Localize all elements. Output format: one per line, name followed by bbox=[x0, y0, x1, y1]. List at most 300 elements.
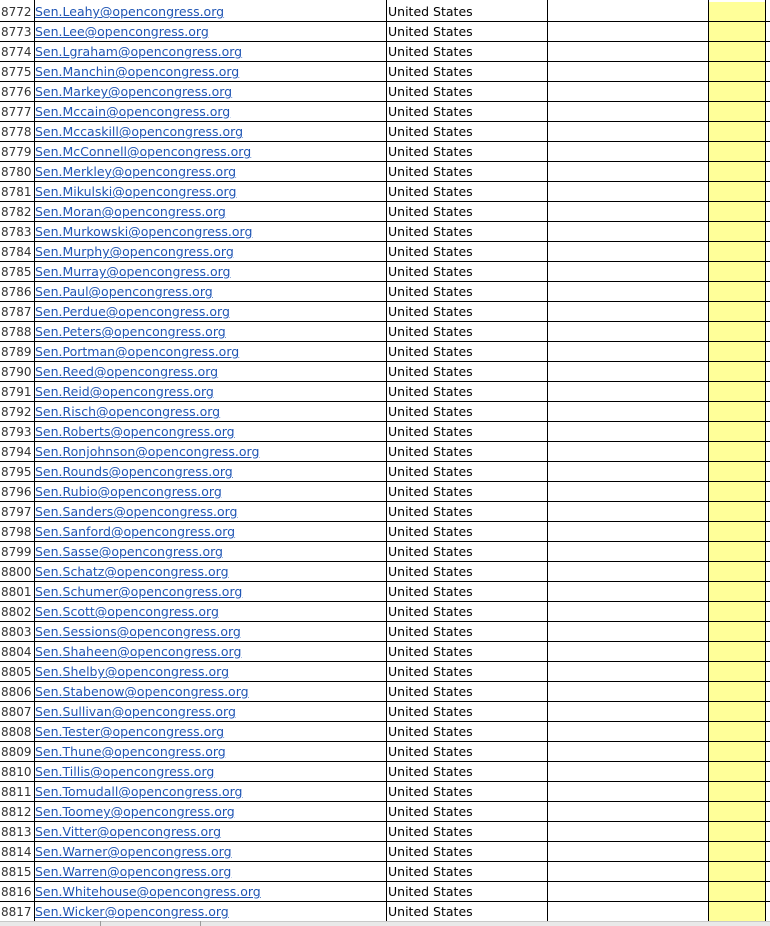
empty-cell[interactable] bbox=[547, 102, 708, 121]
empty-cell[interactable] bbox=[547, 202, 708, 221]
empty-cell[interactable] bbox=[547, 462, 708, 481]
email-cell[interactable] bbox=[34, 542, 386, 561]
highlighted-cell[interactable] bbox=[708, 162, 765, 181]
country-cell[interactable]: United States bbox=[388, 864, 473, 879]
country-cell[interactable]: United States bbox=[388, 484, 473, 499]
empty-cell[interactable] bbox=[547, 702, 708, 721]
row-number[interactable]: 8793 bbox=[1, 425, 32, 439]
country-cell[interactable]: United States bbox=[388, 164, 473, 179]
highlighted-cell[interactable] bbox=[708, 242, 765, 261]
row-number[interactable]: 8777 bbox=[1, 105, 32, 119]
row-number[interactable]: 8773 bbox=[1, 25, 32, 39]
email-cell[interactable] bbox=[34, 482, 386, 501]
row-number[interactable]: 8816 bbox=[1, 885, 32, 899]
country-cell[interactable]: United States bbox=[388, 64, 473, 79]
table-row bbox=[0, 822, 770, 842]
row-number[interactable]: 8801 bbox=[1, 585, 32, 599]
email-cell[interactable] bbox=[34, 642, 386, 661]
row-number[interactable]: 8796 bbox=[1, 485, 32, 499]
email-cell[interactable] bbox=[34, 522, 386, 541]
email-link[interactable]: Sen.Risch@opencongress.org bbox=[35, 404, 221, 419]
empty-cell[interactable] bbox=[547, 782, 708, 801]
country-cell[interactable]: United States bbox=[388, 904, 473, 919]
highlighted-cell[interactable] bbox=[708, 742, 765, 761]
email-cell[interactable] bbox=[34, 2, 386, 21]
email-cell[interactable] bbox=[34, 122, 386, 141]
country-cell[interactable]: United States bbox=[388, 244, 473, 259]
empty-cell[interactable] bbox=[547, 62, 708, 81]
email-cell[interactable] bbox=[34, 362, 386, 381]
highlighted-cell[interactable] bbox=[708, 2, 765, 21]
country-cell[interactable]: United States bbox=[388, 844, 473, 859]
empty-cell[interactable] bbox=[547, 162, 708, 181]
empty-cell[interactable] bbox=[547, 182, 708, 201]
email-link[interactable]: Sen.Schumer@opencongress.org bbox=[35, 584, 243, 599]
empty-cell[interactable] bbox=[547, 662, 708, 681]
email-cell[interactable] bbox=[34, 722, 386, 741]
empty-cell[interactable] bbox=[547, 742, 708, 761]
email-link[interactable]: Sen.Roberts@opencongress.org bbox=[35, 424, 235, 439]
email-cell[interactable] bbox=[34, 582, 386, 601]
email-link[interactable]: Sen.Paul@opencongress.org bbox=[35, 284, 213, 299]
email-cell[interactable] bbox=[34, 282, 386, 301]
empty-cell[interactable] bbox=[547, 82, 708, 101]
country-cell[interactable]: United States bbox=[388, 504, 473, 519]
empty-cell[interactable] bbox=[547, 562, 708, 581]
row-number[interactable]: 8775 bbox=[1, 65, 32, 79]
email-link[interactable]: Sen.Leahy@opencongress.org bbox=[35, 4, 225, 19]
highlighted-cell[interactable] bbox=[708, 122, 765, 141]
country-cell[interactable]: United States bbox=[388, 384, 473, 399]
highlighted-cell[interactable] bbox=[708, 442, 765, 461]
email-cell[interactable] bbox=[34, 742, 386, 761]
country-cell[interactable]: United States bbox=[388, 664, 473, 679]
highlighted-cell[interactable] bbox=[708, 402, 765, 421]
highlighted-cell[interactable] bbox=[708, 222, 765, 241]
email-link[interactable]: Sen.Thune@opencongress.org bbox=[35, 744, 226, 759]
empty-cell[interactable] bbox=[547, 302, 708, 321]
email-cell[interactable] bbox=[34, 322, 386, 341]
email-link[interactable]: Sen.Rounds@opencongress.org bbox=[35, 464, 233, 479]
email-cell[interactable] bbox=[34, 802, 386, 821]
country-cell[interactable]: United States bbox=[388, 324, 473, 339]
row-number[interactable]: 8792 bbox=[1, 405, 32, 419]
table-row bbox=[0, 442, 770, 462]
table-row bbox=[0, 322, 770, 342]
empty-cell[interactable] bbox=[547, 642, 708, 661]
country-cell[interactable]: United States bbox=[388, 784, 473, 799]
row-number[interactable]: 8785 bbox=[1, 265, 32, 279]
row-number[interactable]: 8776 bbox=[1, 85, 32, 99]
table-row bbox=[0, 562, 770, 582]
highlighted-cell[interactable] bbox=[708, 202, 765, 221]
email-link[interactable]: Sen.Murkowski@opencongress.org bbox=[35, 224, 253, 239]
email-link[interactable]: Sen.Sanders@opencongress.org bbox=[35, 504, 238, 519]
country-cell[interactable]: United States bbox=[388, 184, 473, 199]
highlighted-cell[interactable] bbox=[708, 842, 765, 861]
empty-cell[interactable] bbox=[547, 362, 708, 381]
email-cell[interactable] bbox=[34, 222, 386, 241]
highlighted-cell[interactable] bbox=[708, 642, 765, 661]
empty-cell[interactable] bbox=[547, 2, 708, 21]
email-link[interactable]: Sen.Mccaskill@opencongress.org bbox=[35, 124, 244, 139]
row-number[interactable]: 8778 bbox=[1, 125, 32, 139]
table-row bbox=[0, 902, 770, 922]
table-row bbox=[0, 2, 770, 22]
highlighted-cell[interactable] bbox=[708, 602, 765, 621]
country-cell[interactable]: United States bbox=[388, 724, 473, 739]
email-link[interactable]: Sen.Murray@opencongress.org bbox=[35, 264, 231, 279]
empty-cell[interactable] bbox=[547, 902, 708, 921]
row-number[interactable]: 8790 bbox=[1, 365, 32, 379]
row-number[interactable]: 8789 bbox=[1, 345, 32, 359]
empty-cell[interactable] bbox=[547, 482, 708, 501]
row-number[interactable]: 8812 bbox=[1, 805, 32, 819]
email-cell[interactable] bbox=[34, 682, 386, 701]
row-number[interactable]: 8805 bbox=[1, 665, 32, 679]
highlighted-cell[interactable] bbox=[708, 342, 765, 361]
email-link[interactable]: Sen.Stabenow@opencongress.org bbox=[35, 684, 249, 699]
highlighted-cell[interactable] bbox=[708, 722, 765, 741]
highlighted-cell[interactable] bbox=[708, 502, 765, 521]
email-link[interactable]: Sen.Shaheen@opencongress.org bbox=[35, 644, 242, 659]
row-number[interactable]: 8784 bbox=[1, 245, 32, 259]
highlighted-cell[interactable] bbox=[708, 82, 765, 101]
empty-cell[interactable] bbox=[547, 842, 708, 861]
email-cell[interactable] bbox=[34, 22, 386, 41]
country-cell[interactable]: United States bbox=[388, 304, 473, 319]
empty-cell[interactable] bbox=[547, 882, 708, 901]
empty-cell[interactable] bbox=[547, 722, 708, 741]
empty-cell[interactable] bbox=[547, 542, 708, 561]
empty-cell[interactable] bbox=[547, 222, 708, 241]
email-link[interactable]: Sen.Lee@opencongress.org bbox=[35, 24, 209, 39]
email-cell[interactable] bbox=[34, 862, 386, 881]
highlighted-cell[interactable] bbox=[708, 862, 765, 881]
email-link[interactable]: Sen.Wicker@opencongress.org bbox=[35, 904, 229, 919]
email-link[interactable]: Sen.Sessions@opencongress.org bbox=[35, 624, 241, 639]
country-cell[interactable]: United States bbox=[388, 444, 473, 459]
row-number[interactable]: 8786 bbox=[1, 285, 32, 299]
email-cell[interactable] bbox=[34, 562, 386, 581]
highlighted-cell[interactable] bbox=[708, 802, 765, 821]
email-link[interactable]: Sen.Sanford@opencongress.org bbox=[35, 524, 236, 539]
email-link[interactable]: Sen.Portman@opencongress.org bbox=[35, 344, 240, 359]
email-cell[interactable] bbox=[34, 342, 386, 361]
empty-cell[interactable] bbox=[547, 242, 708, 261]
highlighted-cell[interactable] bbox=[708, 542, 765, 561]
row-number[interactable]: 8800 bbox=[1, 565, 32, 579]
email-cell[interactable] bbox=[34, 462, 386, 481]
country-cell[interactable]: United States bbox=[388, 84, 473, 99]
table-row bbox=[0, 142, 770, 162]
row-number[interactable]: 8795 bbox=[1, 465, 32, 479]
highlighted-cell[interactable] bbox=[708, 762, 765, 781]
country-cell[interactable]: United States bbox=[388, 224, 473, 239]
email-link[interactable]: Sen.Tillis@opencongress.org bbox=[35, 764, 215, 779]
email-cell[interactable] bbox=[34, 782, 386, 801]
highlighted-cell[interactable] bbox=[708, 782, 765, 801]
email-cell[interactable] bbox=[34, 142, 386, 161]
highlighted-cell[interactable] bbox=[708, 302, 765, 321]
empty-cell[interactable] bbox=[547, 42, 708, 61]
empty-cell[interactable] bbox=[547, 622, 708, 641]
email-cell[interactable] bbox=[34, 422, 386, 441]
table-row bbox=[0, 762, 770, 782]
email-cell[interactable] bbox=[34, 822, 386, 841]
email-cell[interactable] bbox=[34, 62, 386, 81]
email-cell[interactable] bbox=[34, 262, 386, 281]
highlighted-cell[interactable] bbox=[708, 582, 765, 601]
row-number[interactable]: 8779 bbox=[1, 145, 32, 159]
highlighted-cell[interactable] bbox=[708, 282, 765, 301]
country-cell[interactable]: United States bbox=[388, 424, 473, 439]
row-number[interactable]: 8808 bbox=[1, 725, 32, 739]
email-link[interactable]: Sen.Scott@opencongress.org bbox=[35, 604, 219, 619]
email-link[interactable]: Sen.Peters@opencongress.org bbox=[35, 324, 226, 339]
row-number[interactable]: 8807 bbox=[1, 705, 32, 719]
row-number[interactable]: 8803 bbox=[1, 625, 32, 639]
email-cell[interactable] bbox=[34, 182, 386, 201]
email-cell[interactable] bbox=[34, 762, 386, 781]
empty-cell[interactable] bbox=[547, 522, 708, 541]
email-link[interactable]: Sen.Toomey@opencongress.org bbox=[35, 804, 235, 819]
email-link[interactable]: Sen.Reed@opencongress.org bbox=[35, 364, 219, 379]
highlighted-cell[interactable] bbox=[708, 682, 765, 701]
highlighted-cell[interactable] bbox=[708, 362, 765, 381]
highlighted-cell[interactable] bbox=[708, 522, 765, 541]
email-link[interactable]: Sen.Vitter@opencongress.org bbox=[35, 824, 222, 839]
email-cell[interactable] bbox=[34, 622, 386, 641]
row-number[interactable]: 8780 bbox=[1, 165, 32, 179]
table-row bbox=[0, 782, 770, 802]
table-row bbox=[0, 202, 770, 222]
country-cell[interactable]: United States bbox=[388, 24, 473, 39]
highlighted-cell[interactable] bbox=[708, 382, 765, 401]
row-number[interactable]: 8810 bbox=[1, 765, 32, 779]
highlighted-cell[interactable] bbox=[708, 562, 765, 581]
table-row bbox=[0, 462, 770, 482]
highlighted-cell[interactable] bbox=[708, 882, 765, 901]
country-cell[interactable]: United States bbox=[388, 404, 473, 419]
email-link[interactable]: Sen.Merkley@opencongress.org bbox=[35, 164, 237, 179]
country-cell[interactable]: United States bbox=[388, 344, 473, 359]
country-cell[interactable]: United States bbox=[388, 464, 473, 479]
row-number[interactable]: 8809 bbox=[1, 745, 32, 759]
country-cell[interactable]: United States bbox=[388, 264, 473, 279]
email-cell[interactable] bbox=[34, 442, 386, 461]
country-cell[interactable]: United States bbox=[388, 44, 473, 59]
table-row bbox=[0, 742, 770, 762]
table-row bbox=[0, 22, 770, 42]
email-link[interactable]: Sen.Lgraham@opencongress.org bbox=[35, 44, 243, 59]
row-number[interactable]: 8788 bbox=[1, 325, 32, 339]
email-cell[interactable] bbox=[34, 702, 386, 721]
column-divider-c bbox=[547, 0, 548, 921]
email-cell[interactable] bbox=[34, 602, 386, 621]
row-number[interactable]: 8794 bbox=[1, 445, 32, 459]
empty-cell[interactable] bbox=[547, 282, 708, 301]
email-link[interactable]: Sen.Reid@opencongress.org bbox=[35, 384, 214, 399]
highlighted-cell[interactable] bbox=[708, 62, 765, 81]
empty-cell[interactable] bbox=[547, 322, 708, 341]
country-cell[interactable]: United States bbox=[388, 704, 473, 719]
highlighted-cell[interactable] bbox=[708, 182, 765, 201]
email-link[interactable]: Sen.Schatz@opencongress.org bbox=[35, 564, 229, 579]
row-number[interactable]: 8811 bbox=[1, 785, 32, 799]
highlighted-cell[interactable] bbox=[708, 42, 765, 61]
email-cell[interactable] bbox=[34, 302, 386, 321]
row-number[interactable]: 8783 bbox=[1, 225, 32, 239]
empty-cell[interactable] bbox=[547, 402, 708, 421]
highlighted-cell[interactable] bbox=[708, 142, 765, 161]
country-cell[interactable]: United States bbox=[388, 684, 473, 699]
table-row bbox=[0, 302, 770, 322]
highlighted-cell[interactable] bbox=[708, 902, 765, 921]
country-cell[interactable]: United States bbox=[388, 744, 473, 759]
empty-cell[interactable] bbox=[547, 262, 708, 281]
highlighted-cell[interactable] bbox=[708, 822, 765, 841]
row-number[interactable]: 8774 bbox=[1, 45, 32, 59]
table-row bbox=[0, 282, 770, 302]
table-row bbox=[0, 122, 770, 142]
country-cell[interactable]: United States bbox=[388, 124, 473, 139]
email-cell[interactable] bbox=[34, 102, 386, 121]
country-cell[interactable]: United States bbox=[388, 284, 473, 299]
empty-cell[interactable] bbox=[547, 142, 708, 161]
email-link[interactable]: Sen.Sullivan@opencongress.org bbox=[35, 704, 236, 719]
row-number[interactable]: 8799 bbox=[1, 545, 32, 559]
country-cell[interactable]: United States bbox=[388, 604, 473, 619]
country-cell[interactable]: United States bbox=[388, 764, 473, 779]
row-number[interactable]: 8814 bbox=[1, 845, 32, 859]
empty-cell[interactable] bbox=[547, 762, 708, 781]
table-row bbox=[0, 862, 770, 882]
email-link[interactable]: Sen.Perdue@opencongress.org bbox=[35, 304, 230, 319]
email-cell[interactable] bbox=[34, 402, 386, 421]
row-number[interactable]: 8791 bbox=[1, 385, 32, 399]
highlighted-cell[interactable] bbox=[708, 262, 765, 281]
email-cell[interactable] bbox=[34, 902, 386, 921]
email-cell[interactable] bbox=[34, 842, 386, 861]
email-link[interactable]: Sen.Murphy@opencongress.org bbox=[35, 244, 234, 259]
email-cell[interactable] bbox=[34, 882, 386, 901]
email-cell[interactable] bbox=[34, 82, 386, 101]
country-cell[interactable]: United States bbox=[388, 564, 473, 579]
highlighted-cell[interactable] bbox=[708, 482, 765, 501]
email-link[interactable]: Sen.Mccain@opencongress.org bbox=[35, 104, 231, 119]
email-link[interactable]: Sen.Markey@opencongress.org bbox=[35, 84, 233, 99]
country-cell[interactable]: United States bbox=[388, 824, 473, 839]
table-row bbox=[0, 382, 770, 402]
row-number[interactable]: 8782 bbox=[1, 205, 32, 219]
country-cell[interactable]: United States bbox=[388, 804, 473, 819]
country-cell[interactable]: United States bbox=[388, 524, 473, 539]
highlighted-cell[interactable] bbox=[708, 702, 765, 721]
row-number[interactable]: 8806 bbox=[1, 685, 32, 699]
empty-cell[interactable] bbox=[547, 602, 708, 621]
email-link[interactable]: Sen.Ronjohnson@opencongress.org bbox=[35, 444, 260, 459]
country-cell[interactable]: United States bbox=[388, 4, 473, 19]
empty-cell[interactable] bbox=[547, 442, 708, 461]
empty-cell[interactable] bbox=[547, 122, 708, 141]
highlighted-cell[interactable] bbox=[708, 322, 765, 341]
email-link[interactable]: Sen.McConnell@opencongress.org bbox=[35, 144, 252, 159]
email-link[interactable]: Sen.Warren@opencongress.org bbox=[35, 864, 232, 879]
highlighted-cell[interactable] bbox=[708, 422, 765, 441]
row-number[interactable]: 8797 bbox=[1, 505, 32, 519]
email-link[interactable]: Sen.Warner@opencongress.org bbox=[35, 844, 232, 859]
column-divider-d bbox=[708, 0, 709, 921]
country-cell[interactable]: United States bbox=[388, 644, 473, 659]
email-link[interactable]: Sen.Moran@opencongress.org bbox=[35, 204, 226, 219]
email-link[interactable]: Sen.Rubio@opencongress.org bbox=[35, 484, 222, 499]
country-cell[interactable]: United States bbox=[388, 884, 473, 899]
table-row bbox=[0, 622, 770, 642]
email-cell[interactable] bbox=[34, 42, 386, 61]
highlighted-cell[interactable] bbox=[708, 622, 765, 641]
row-number[interactable]: 8804 bbox=[1, 645, 32, 659]
row-number[interactable]: 8802 bbox=[1, 605, 32, 619]
row-number[interactable]: 8787 bbox=[1, 305, 32, 319]
empty-cell[interactable] bbox=[547, 342, 708, 361]
row-number[interactable]: 8781 bbox=[1, 185, 32, 199]
email-link[interactable]: Sen.Tomudall@opencongress.org bbox=[35, 784, 243, 799]
empty-cell[interactable] bbox=[547, 422, 708, 441]
email-link[interactable]: Sen.Mikulski@opencongress.org bbox=[35, 184, 237, 199]
email-cell[interactable] bbox=[34, 662, 386, 681]
empty-cell[interactable] bbox=[547, 382, 708, 401]
row-number[interactable]: 8815 bbox=[1, 865, 32, 879]
highlighted-cell[interactable] bbox=[708, 662, 765, 681]
empty-cell[interactable] bbox=[547, 822, 708, 841]
highlighted-cell[interactable] bbox=[708, 462, 765, 481]
empty-cell[interactable] bbox=[547, 682, 708, 701]
country-cell[interactable]: United States bbox=[388, 364, 473, 379]
empty-cell[interactable] bbox=[547, 502, 708, 521]
country-cell[interactable]: United States bbox=[388, 144, 473, 159]
empty-cell[interactable] bbox=[547, 802, 708, 821]
email-link[interactable]: Sen.Sasse@opencongress.org bbox=[35, 544, 223, 559]
highlighted-cell[interactable] bbox=[708, 102, 765, 121]
email-cell[interactable] bbox=[34, 162, 386, 181]
email-cell[interactable] bbox=[34, 502, 386, 521]
country-cell[interactable]: United States bbox=[388, 584, 473, 599]
email-cell[interactable] bbox=[34, 242, 386, 261]
table-row bbox=[0, 582, 770, 602]
country-cell[interactable]: United States bbox=[388, 104, 473, 119]
empty-cell[interactable] bbox=[547, 582, 708, 601]
empty-cell[interactable] bbox=[547, 862, 708, 881]
row-number[interactable]: 8813 bbox=[1, 825, 32, 839]
row-number[interactable]: 8798 bbox=[1, 525, 32, 539]
highlighted-cell[interactable] bbox=[708, 22, 765, 41]
email-cell[interactable] bbox=[34, 382, 386, 401]
table-row bbox=[0, 82, 770, 102]
row-number[interactable]: 8817 bbox=[1, 905, 32, 919]
email-link[interactable]: Sen.Tester@opencongress.org bbox=[35, 724, 225, 739]
email-cell[interactable] bbox=[34, 202, 386, 221]
country-cell[interactable]: United States bbox=[388, 204, 473, 219]
sheet-tab-strip bbox=[0, 921, 770, 926]
row-number[interactable]: 8772 bbox=[1, 5, 32, 19]
email-link[interactable]: Sen.Manchin@opencongress.org bbox=[35, 64, 240, 79]
email-link[interactable]: Sen.Shelby@opencongress.org bbox=[35, 664, 230, 679]
email-link[interactable]: Sen.Whitehouse@opencongress.org bbox=[35, 884, 261, 899]
country-cell[interactable]: United States bbox=[388, 544, 473, 559]
empty-cell[interactable] bbox=[547, 22, 708, 41]
country-cell[interactable]: United States bbox=[388, 624, 473, 639]
